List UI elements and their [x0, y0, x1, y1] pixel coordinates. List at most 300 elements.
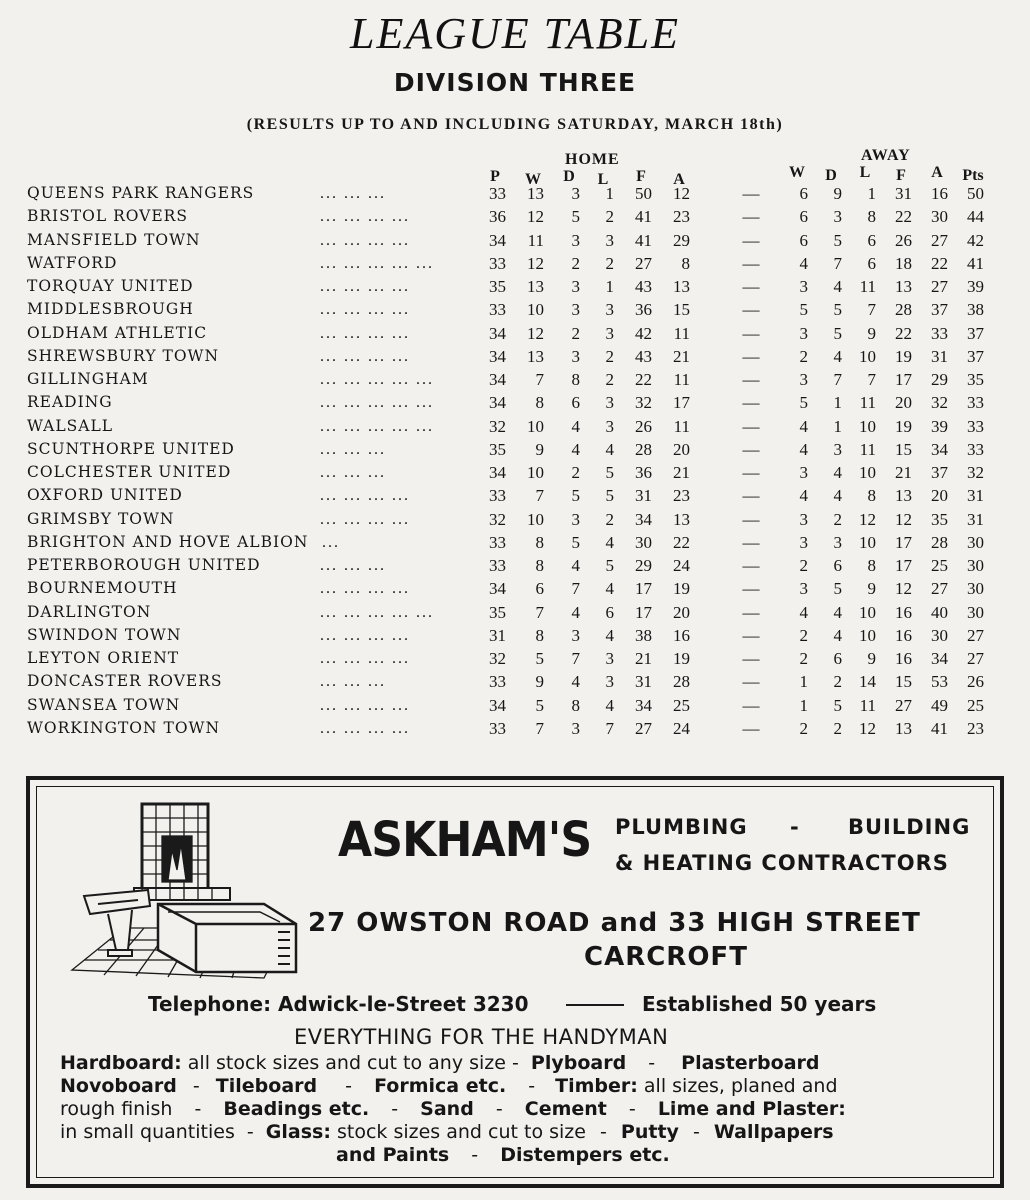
home-away-separator: —: [742, 230, 760, 250]
away-l-value: 11: [859, 393, 876, 413]
ad-established: Established 50 years: [642, 992, 877, 1016]
ad-divider-line: [566, 1004, 624, 1006]
home-l-value: 4: [605, 439, 614, 459]
away-a-value: 39: [931, 416, 948, 436]
home-away-separator: —: [742, 439, 760, 459]
home-a-value: 11: [673, 416, 690, 436]
ad-list-line-2: [60, 1075, 838, 1097]
leader-dots: ... ... ... ...: [320, 208, 410, 226]
away-l-value: 8: [867, 486, 876, 506]
away-d-value: 2: [833, 672, 842, 692]
home-a-value: 23: [673, 207, 690, 227]
home-p-value: 34: [489, 323, 506, 343]
home-p-value: 34: [489, 393, 506, 413]
ad-list-line-4: [60, 1121, 834, 1143]
away-f-value: 13: [895, 486, 912, 506]
ad-list-line-5: [336, 1144, 670, 1166]
away-pts-value: 31: [967, 486, 984, 506]
home-w-value: 6: [535, 579, 544, 599]
leader-dots: ... ... ... ...: [320, 347, 410, 365]
away-a-value: 37: [931, 300, 948, 320]
home-p-value: 33: [489, 300, 506, 320]
home-p-value: 34: [489, 695, 506, 715]
home-l-value: 2: [605, 253, 614, 273]
home-d-value: 2: [571, 323, 580, 343]
away-l-value: 10: [859, 625, 876, 645]
away-w-value: 3: [799, 370, 808, 389]
home-f-value: 27: [635, 253, 652, 273]
table-row: [0, 298, 1030, 321]
ad-sep: -: [194, 1098, 202, 1120]
ad-list-line-1: [60, 1052, 820, 1074]
home-w-value: 12: [527, 323, 544, 343]
leader-dots: ... ... ... ...: [320, 719, 410, 737]
ad-services-dash: -: [790, 815, 799, 839]
table-row: [0, 368, 1030, 391]
home-p-value: 31: [489, 625, 506, 645]
away-l-value: 11: [859, 439, 876, 459]
table-row: [0, 670, 1030, 693]
away-l-value: 10: [859, 463, 876, 482]
away-l-value: 12: [859, 509, 876, 529]
home-away-separator: —: [742, 463, 760, 482]
team-name: TORQUAY UNITED: [27, 277, 194, 295]
ad-item: Putty: [620, 1121, 679, 1143]
away-pts-value: 23: [967, 718, 984, 738]
away-pts-value: 32: [967, 463, 984, 482]
home-l-value: 2: [605, 509, 614, 529]
home-p-value: 33: [489, 556, 506, 575]
away-l-value: 12: [859, 718, 876, 738]
home-f-value: 38: [635, 625, 652, 645]
home-f-value: 34: [635, 695, 652, 715]
home-a-value: 13: [673, 277, 690, 296]
team-name: LEYTON ORIENT: [27, 649, 180, 667]
home-w-value: 9: [535, 672, 544, 692]
away-d-value: 7: [833, 370, 842, 389]
away-pts-value: 39: [967, 277, 984, 296]
away-l-value: 14: [859, 672, 876, 692]
ad-item: Novoboard: [60, 1075, 177, 1097]
team-name: SWANSEA TOWN: [27, 695, 181, 714]
away-f-value: 13: [895, 277, 912, 296]
table-row: [0, 229, 1030, 252]
away-a-value: 29: [931, 370, 948, 389]
away-f-value: 27: [895, 695, 912, 715]
home-p-value: 32: [489, 416, 506, 436]
table-row: [0, 438, 1030, 461]
home-away-separator: —: [742, 207, 760, 227]
home-w-value: 12: [527, 207, 544, 227]
home-d-value: 6: [571, 393, 580, 413]
away-pts-value: 44: [967, 207, 984, 227]
team-name: GRIMSBY TOWN: [27, 509, 175, 528]
home-f-value: 17: [635, 579, 652, 599]
away-f-value: 12: [895, 579, 912, 599]
away-w-value: 2: [799, 556, 808, 575]
page-title: LEAGUE TABLE: [350, 9, 680, 58]
home-p-value: 35: [489, 602, 506, 622]
home-away-separator: —: [742, 625, 760, 645]
ad-item: Plasterboard: [681, 1052, 820, 1074]
away-w-value: 2: [799, 649, 808, 668]
leader-dots: ... ... ...: [320, 464, 386, 481]
home-away-separator: —: [742, 672, 760, 692]
home-a-value: 11: [673, 370, 690, 389]
team-name: BRISTOL ROVERS: [27, 207, 188, 226]
home-away-separator: —: [742, 509, 760, 529]
ad-services-building: BUILDING: [848, 815, 971, 839]
away-a-value: 34: [931, 439, 948, 459]
ad-item: Tileboard: [215, 1075, 318, 1097]
away-l-value: 11: [859, 695, 876, 715]
column-header-home-w: W: [525, 171, 541, 188]
away-d-value: 7: [833, 253, 842, 273]
home-p-value: 33: [489, 672, 506, 692]
away-l-value: 9: [867, 323, 876, 343]
home-d-value: 7: [571, 649, 580, 668]
home-p-value: 36: [489, 207, 506, 227]
away-d-value: 9: [833, 184, 842, 203]
away-w-value: 1: [799, 695, 808, 715]
home-away-separator: —: [742, 718, 760, 738]
table-row: [0, 717, 1030, 740]
away-f-value: 17: [895, 556, 912, 575]
ad-item: Beadings etc.: [223, 1098, 370, 1120]
home-d-value: 3: [571, 625, 580, 645]
home-w-value: 12: [527, 253, 544, 273]
ad-tagline: EVERYTHING FOR THE HANDYMAN: [294, 1025, 669, 1049]
away-pts-value: 37: [967, 346, 984, 366]
home-d-value: 2: [571, 463, 580, 482]
home-away-separator: —: [742, 486, 760, 506]
table-row: [0, 391, 1030, 414]
ad-sep: -: [495, 1098, 503, 1120]
leader-dots: ... ... ...: [320, 185, 386, 202]
away-l-value: 1: [867, 184, 876, 203]
away-d-value: 2: [833, 718, 842, 738]
away-l-value: 10: [859, 416, 876, 436]
away-d-value: 5: [833, 323, 842, 343]
home-f-value: 36: [635, 300, 652, 320]
home-w-value: 13: [527, 277, 544, 296]
home-l-value: 3: [605, 672, 614, 692]
table-row: [0, 647, 1030, 670]
ad-services-plumbing: PLUMBING: [615, 815, 748, 839]
home-f-value: 32: [635, 393, 652, 413]
away-pts-value: 30: [967, 556, 984, 575]
away-l-value: 10: [859, 346, 876, 366]
away-pts-value: 26: [967, 672, 984, 692]
away-a-value: 30: [931, 625, 948, 645]
leader-dots: ... ... ... ...: [320, 278, 410, 295]
home-p-value: 33: [489, 184, 506, 203]
away-group-header: AWAY: [861, 147, 911, 164]
home-p-value: 35: [489, 439, 506, 459]
home-l-value: 2: [605, 370, 614, 389]
ad-item-text: stock sizes and cut to size: [330, 1121, 586, 1143]
home-p-value: 32: [489, 649, 506, 668]
away-d-value: 5: [833, 230, 842, 250]
home-p-value: 33: [489, 532, 506, 552]
away-a-value: 49: [931, 695, 948, 715]
home-l-value: 5: [605, 463, 614, 482]
table-row: [0, 531, 1030, 554]
home-l-value: 2: [605, 346, 614, 366]
home-a-value: 21: [673, 463, 690, 482]
away-f-value: 16: [895, 602, 912, 622]
leader-dots: ...: [322, 533, 340, 551]
away-d-value: 1: [833, 416, 842, 436]
home-w-value: 10: [527, 416, 544, 436]
home-f-value: 21: [635, 649, 652, 668]
away-l-value: 7: [867, 300, 876, 320]
away-a-value: 35: [931, 509, 948, 529]
away-a-value: 22: [931, 253, 948, 273]
home-l-value: 1: [605, 184, 614, 203]
away-l-value: 6: [867, 253, 876, 273]
away-pts-value: 30: [967, 579, 984, 599]
home-a-value: 8: [681, 253, 690, 273]
leader-dots: ... ... ... ...: [320, 301, 410, 319]
home-w-value: 13: [527, 184, 544, 203]
home-w-value: 11: [527, 230, 544, 250]
away-a-value: 32: [931, 393, 948, 413]
away-a-value: 27: [931, 579, 948, 599]
ad-brand-name: ASKHAM'S: [338, 812, 592, 868]
home-away-separator: —: [742, 370, 760, 389]
home-l-value: 5: [605, 556, 614, 575]
ad-item-text: all stock sizes and cut to any size: [181, 1052, 512, 1074]
away-w-value: 6: [799, 207, 808, 227]
away-w-value: 3: [799, 323, 808, 343]
team-name: SHREWSBURY TOWN: [27, 346, 220, 365]
home-l-value: 5: [605, 486, 614, 506]
team-name: OXFORD UNITED: [27, 486, 183, 505]
team-name: SWINDON TOWN: [27, 625, 182, 644]
column-header-away-f: F: [896, 167, 906, 184]
home-away-separator: —: [742, 346, 760, 366]
table-row: [0, 275, 1030, 298]
away-f-value: 15: [895, 672, 912, 692]
away-a-value: 27: [931, 230, 948, 250]
away-d-value: 5: [833, 695, 842, 715]
home-p-value: 34: [489, 370, 506, 389]
home-f-value: 26: [635, 416, 652, 436]
home-f-value: 34: [635, 509, 652, 529]
ad-address-line1: 27 OWSTON ROAD and 33 HIGH STREET: [308, 908, 921, 938]
home-a-value: 28: [673, 672, 690, 692]
ad-item-text: in small quantities: [60, 1121, 235, 1143]
away-a-value: 34: [931, 649, 948, 668]
away-w-value: 2: [799, 346, 808, 366]
ad-address-line2: CARCROFT: [584, 942, 748, 972]
away-d-value: 6: [833, 556, 842, 575]
home-away-separator: —: [742, 323, 760, 343]
team-name: MANSFIELD TOWN: [27, 230, 201, 249]
home-d-value: 4: [571, 439, 580, 459]
home-a-value: 17: [673, 393, 690, 413]
ad-sep: -: [512, 1052, 519, 1074]
home-d-value: 4: [571, 602, 580, 622]
leader-dots: ... ... ...: [320, 557, 386, 574]
away-d-value: 5: [833, 300, 842, 320]
away-l-value: 11: [859, 277, 876, 296]
home-w-value: 10: [527, 300, 544, 320]
bathroom-illustration: [64, 800, 304, 982]
away-f-value: 13: [895, 718, 912, 738]
home-p-value: 34: [489, 346, 506, 366]
leader-dots: ... ... ... ...: [320, 487, 410, 505]
home-d-value: 5: [571, 532, 580, 552]
away-f-value: 28: [895, 300, 912, 320]
table-row: [0, 461, 1030, 484]
home-l-value: 7: [605, 718, 614, 738]
home-d-value: 3: [571, 509, 580, 529]
leader-dots: ... ... ...: [320, 440, 386, 458]
home-away-separator: —: [742, 253, 760, 273]
away-f-value: 16: [895, 649, 912, 668]
table-row: [0, 322, 1030, 345]
away-w-value: 3: [799, 509, 808, 529]
home-d-value: 3: [571, 230, 580, 250]
away-f-value: 26: [895, 230, 912, 250]
away-pts-value: 38: [967, 300, 984, 320]
home-away-separator: —: [742, 416, 760, 436]
away-a-value: 30: [931, 207, 948, 227]
ad-item-text: all sizes, planed and: [637, 1075, 838, 1097]
leader-dots: ... ... ... ...: [320, 626, 410, 644]
away-pts-value: 33: [967, 439, 984, 459]
away-pts-value: 42: [967, 230, 984, 250]
leader-dots: ... ... ... ... ...: [320, 417, 434, 435]
ad-sep: -: [246, 1121, 254, 1143]
away-d-value: 4: [833, 625, 842, 645]
ad-sep: -: [391, 1098, 399, 1120]
away-a-value: 41: [931, 718, 948, 738]
away-l-value: 10: [859, 602, 876, 622]
home-w-value: 8: [535, 556, 544, 575]
home-w-value: 10: [527, 463, 544, 482]
away-f-value: 21: [895, 463, 912, 482]
home-d-value: 8: [571, 695, 580, 715]
leader-dots: ... ... ... ...: [320, 510, 410, 528]
away-f-value: 18: [895, 253, 912, 273]
home-f-value: 29: [635, 556, 652, 575]
away-d-value: 5: [833, 579, 842, 599]
away-f-value: 17: [895, 532, 912, 552]
away-a-value: 37: [931, 463, 948, 482]
away-pts-value: 27: [967, 625, 984, 645]
home-f-value: 43: [635, 346, 652, 366]
ad-item: and Paints: [336, 1144, 450, 1166]
away-a-value: 53: [931, 672, 948, 692]
ad-list-line-3: [60, 1098, 846, 1120]
home-l-value: 4: [605, 579, 614, 599]
table-row: [0, 252, 1030, 275]
home-l-value: 4: [605, 532, 614, 552]
home-a-value: 25: [673, 695, 690, 715]
home-a-value: 24: [673, 718, 690, 738]
away-w-value: 5: [799, 300, 808, 320]
away-w-value: 2: [799, 625, 808, 645]
away-w-value: 4: [799, 602, 808, 622]
home-f-value: 28: [635, 439, 652, 459]
home-a-value: 15: [673, 300, 690, 320]
leader-dots: ... ... ... ...: [320, 580, 410, 598]
home-w-value: 8: [535, 532, 544, 552]
home-l-value: 3: [605, 300, 614, 320]
results-note: (RESULTS UP TO AND INCLUDING SATURDAY, MARCH 18th): [246, 116, 784, 133]
ad-item: Sand: [420, 1098, 474, 1120]
column-header-away-pts: Pts: [962, 167, 984, 184]
ad-item: Timber:: [555, 1075, 638, 1097]
away-w-value: 3: [799, 463, 808, 482]
away-d-value: 4: [833, 602, 842, 622]
away-d-value: 2: [833, 509, 842, 529]
home-w-value: 9: [535, 439, 544, 459]
column-header-away-a: A: [931, 164, 943, 181]
away-pts-value: 30: [967, 532, 984, 552]
ad-item: Hardboard:: [60, 1052, 182, 1074]
away-w-value: 4: [799, 253, 808, 273]
ad-item: Glass:: [265, 1121, 331, 1143]
home-d-value: 4: [571, 416, 580, 436]
ad-sep: -: [600, 1121, 607, 1143]
home-a-value: 23: [673, 486, 690, 506]
away-w-value: 6: [799, 230, 808, 250]
away-w-value: 3: [799, 277, 808, 296]
table-row: [0, 624, 1030, 647]
leader-dots: ... ... ... ... ...: [320, 603, 434, 621]
away-l-value: 8: [867, 556, 876, 575]
table-row: [0, 182, 1030, 205]
ad-sep: -: [192, 1075, 200, 1097]
home-l-value: 3: [605, 323, 614, 343]
away-pts-value: 33: [967, 393, 984, 413]
away-f-value: 19: [895, 346, 912, 366]
home-away-separator: —: [742, 649, 760, 668]
team-name: PETERBOROUGH UNITED: [27, 556, 261, 574]
home-a-value: 22: [673, 532, 690, 552]
ad-sep: -: [528, 1075, 536, 1097]
away-f-value: 17: [895, 370, 912, 389]
away-a-value: 27: [931, 277, 948, 296]
home-a-value: 16: [673, 625, 690, 645]
away-l-value: 6: [867, 230, 876, 250]
team-name: DARLINGTON: [27, 602, 152, 621]
team-name: BOURNEMOUTH: [27, 579, 178, 598]
ad-item-text: rough finish: [60, 1098, 173, 1120]
away-a-value: 25: [931, 556, 948, 575]
home-l-value: 6: [605, 602, 614, 622]
team-name: DONCASTER ROVERS: [27, 672, 223, 691]
ad-item: Plyboard: [530, 1052, 627, 1074]
away-d-value: 4: [833, 277, 842, 296]
table-row: [0, 694, 1030, 717]
home-w-value: 7: [535, 486, 544, 506]
ad-sep: -: [648, 1052, 656, 1074]
home-p-value: 33: [489, 718, 506, 738]
home-a-value: 12: [673, 184, 690, 203]
home-f-value: 27: [635, 718, 652, 738]
home-a-value: 20: [673, 602, 690, 622]
home-a-value: 11: [673, 323, 690, 343]
column-header-away-w: W: [789, 164, 805, 181]
away-w-value: 5: [799, 393, 808, 413]
away-l-value: 7: [867, 370, 876, 389]
team-name: OLDHAM ATHLETIC: [27, 323, 208, 342]
